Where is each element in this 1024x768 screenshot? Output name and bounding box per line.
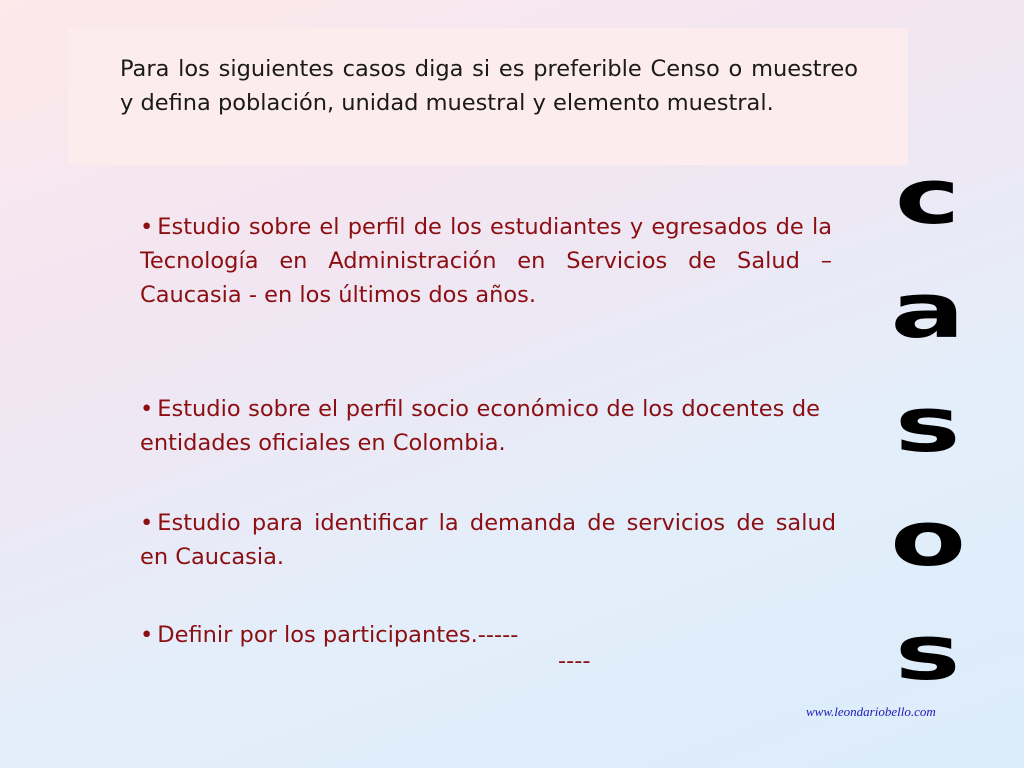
side-letter: o (890, 494, 966, 583)
side-letter: s (895, 608, 961, 697)
prompt-box (68, 28, 908, 165)
side-letter: s (895, 380, 961, 469)
list-item-text: Definir por los participantes.----- (157, 622, 519, 648)
list-item-text: Estudio para identificar la demanda de servicios de salud en Caucasia. (140, 510, 836, 570)
list-item-text: Estudio sobre el perfil socio económico de los docentes de entidades oficiales en Colombia. (140, 396, 820, 456)
side-letter: a (890, 266, 966, 355)
side-title (888, 140, 968, 710)
bullet-marker: • (140, 622, 154, 648)
list-item-tail: ---- (558, 648, 591, 674)
bullet-marker: • (140, 510, 154, 536)
bullet-marker: • (140, 214, 154, 240)
list-item (140, 618, 832, 652)
side-letter: c (895, 152, 961, 241)
prompt-text: Para los siguientes casos diga si es preferible Censo o muestreo y defina población, unidad muestral y elemento muestral. (120, 56, 858, 116)
list-item-text: Estudio sobre el perfil de los estudiantes y egresados de la Tecnología en Administración en Servicios de Salud – Caucasia - en los últimos dos años. (140, 214, 832, 308)
footer-link[interactable]: www.leondariobello.com (806, 704, 936, 719)
bullet-marker: • (140, 396, 154, 422)
list-item (140, 506, 836, 574)
list-item (140, 392, 820, 460)
list-item (140, 210, 832, 312)
